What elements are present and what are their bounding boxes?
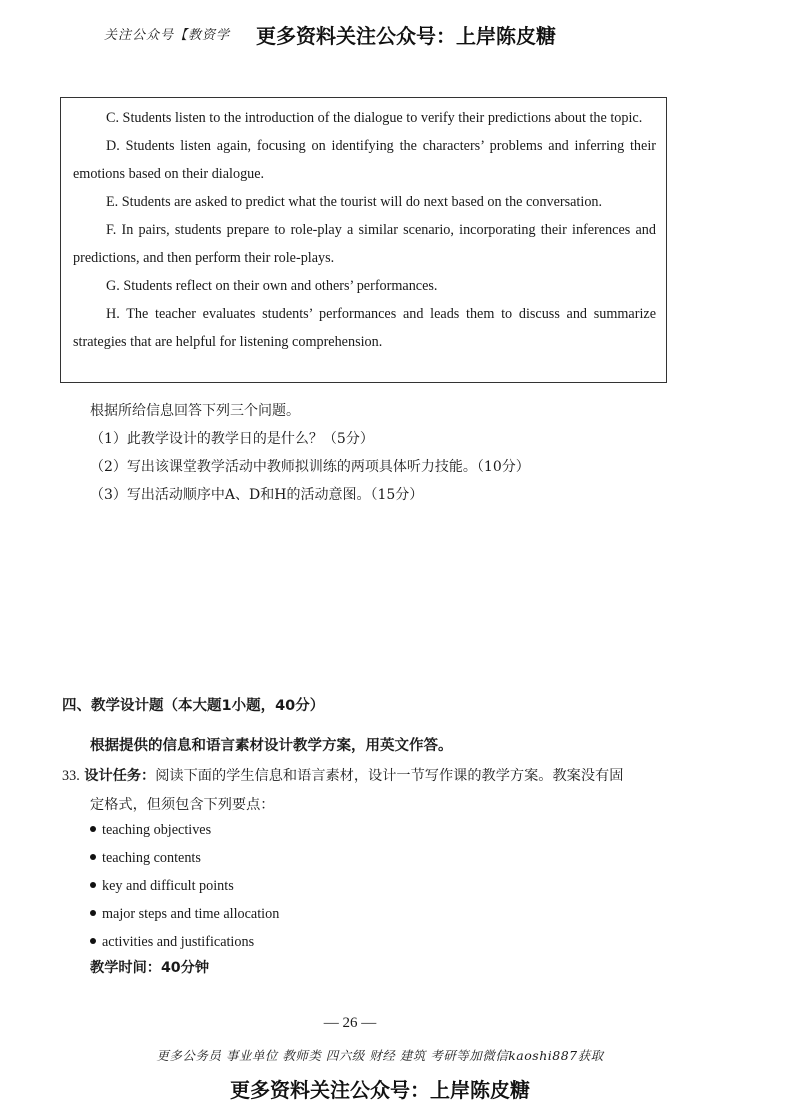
footer-banner: 更多资料关注公众号：上岸陈皮糖 [230, 1078, 530, 1102]
questions-intro: 根据所给信息回答下列三个问题。 [90, 403, 300, 419]
header-banner: 更多资料关注公众号：上岸陈皮糖 [256, 24, 556, 48]
question-3: （3）写出活动顺序中A、D和H的活动意图。（15分） [90, 487, 424, 503]
task-label: 设计任务： [84, 768, 156, 784]
question-number: 33. [62, 768, 80, 784]
activity-f: F. In pairs, students prepare to role-play a similar scenario, incorporating their inferences and predictions, and then perform their role-plays. [73, 222, 656, 266]
requirements-list [90, 816, 279, 956]
bullet-icon [90, 938, 96, 944]
activity-e: E. Students are asked to predict what the tourist will do next based on the conversation. [106, 194, 603, 210]
list-item: activities and justifications [90, 928, 279, 956]
teaching-time: 教学时间：40分钟 [90, 960, 210, 976]
activity-c: C. Students listen to the introduction of the dialogue to verify their predictions about the topic. [106, 110, 643, 126]
bullet-icon [90, 910, 96, 916]
bullet-icon [90, 854, 96, 860]
activity-d: D. Students listen again, focusing on identifying the characters’ problems and inferring their emotions based on their dialogue. [73, 138, 656, 182]
section-title: 四、教学设计题（本大题1小题，40分） [62, 698, 325, 714]
bullet-icon [90, 882, 96, 888]
section-instruction: 根据提供的信息和语言素材设计教学方案，用英文作答。 [90, 738, 453, 754]
list-item: teaching contents [90, 844, 279, 872]
activity-h: H. The teacher evaluates students’ performances and leads them to discuss and summarize strategies that are helpful for listening comprehension. [73, 306, 656, 350]
list-item: key and difficult points [90, 872, 279, 900]
header-note: 关注公众号【教资学 [104, 28, 231, 43]
activity-box [60, 97, 667, 383]
list-item: teaching objectives [90, 816, 279, 844]
task-text-2: 定格式，但须包含下列要点： [90, 797, 275, 813]
bullet-icon [90, 826, 96, 832]
footer-note: 更多公务员 事业单位 教师类 四六级 财经 建筑 考研等加微信kaoshi887获取 [156, 1048, 604, 1063]
list-item: major steps and time allocation [90, 900, 279, 928]
page-number: — 26 — [323, 1015, 377, 1031]
question-2: （2）写出该课堂教学活动中教师拟训练的两项具体听力技能。（10分） [90, 459, 530, 475]
activity-g: G. Students reflect on their own and others’ performances. [106, 278, 438, 294]
task-block [62, 762, 672, 820]
question-1: （1）此教学设计的教学日的是什么？（5分） [90, 431, 374, 447]
task-text: 阅读下面的学生信息和语言素材，设计一节写作课的教学方案。教案没有固 [155, 768, 624, 784]
